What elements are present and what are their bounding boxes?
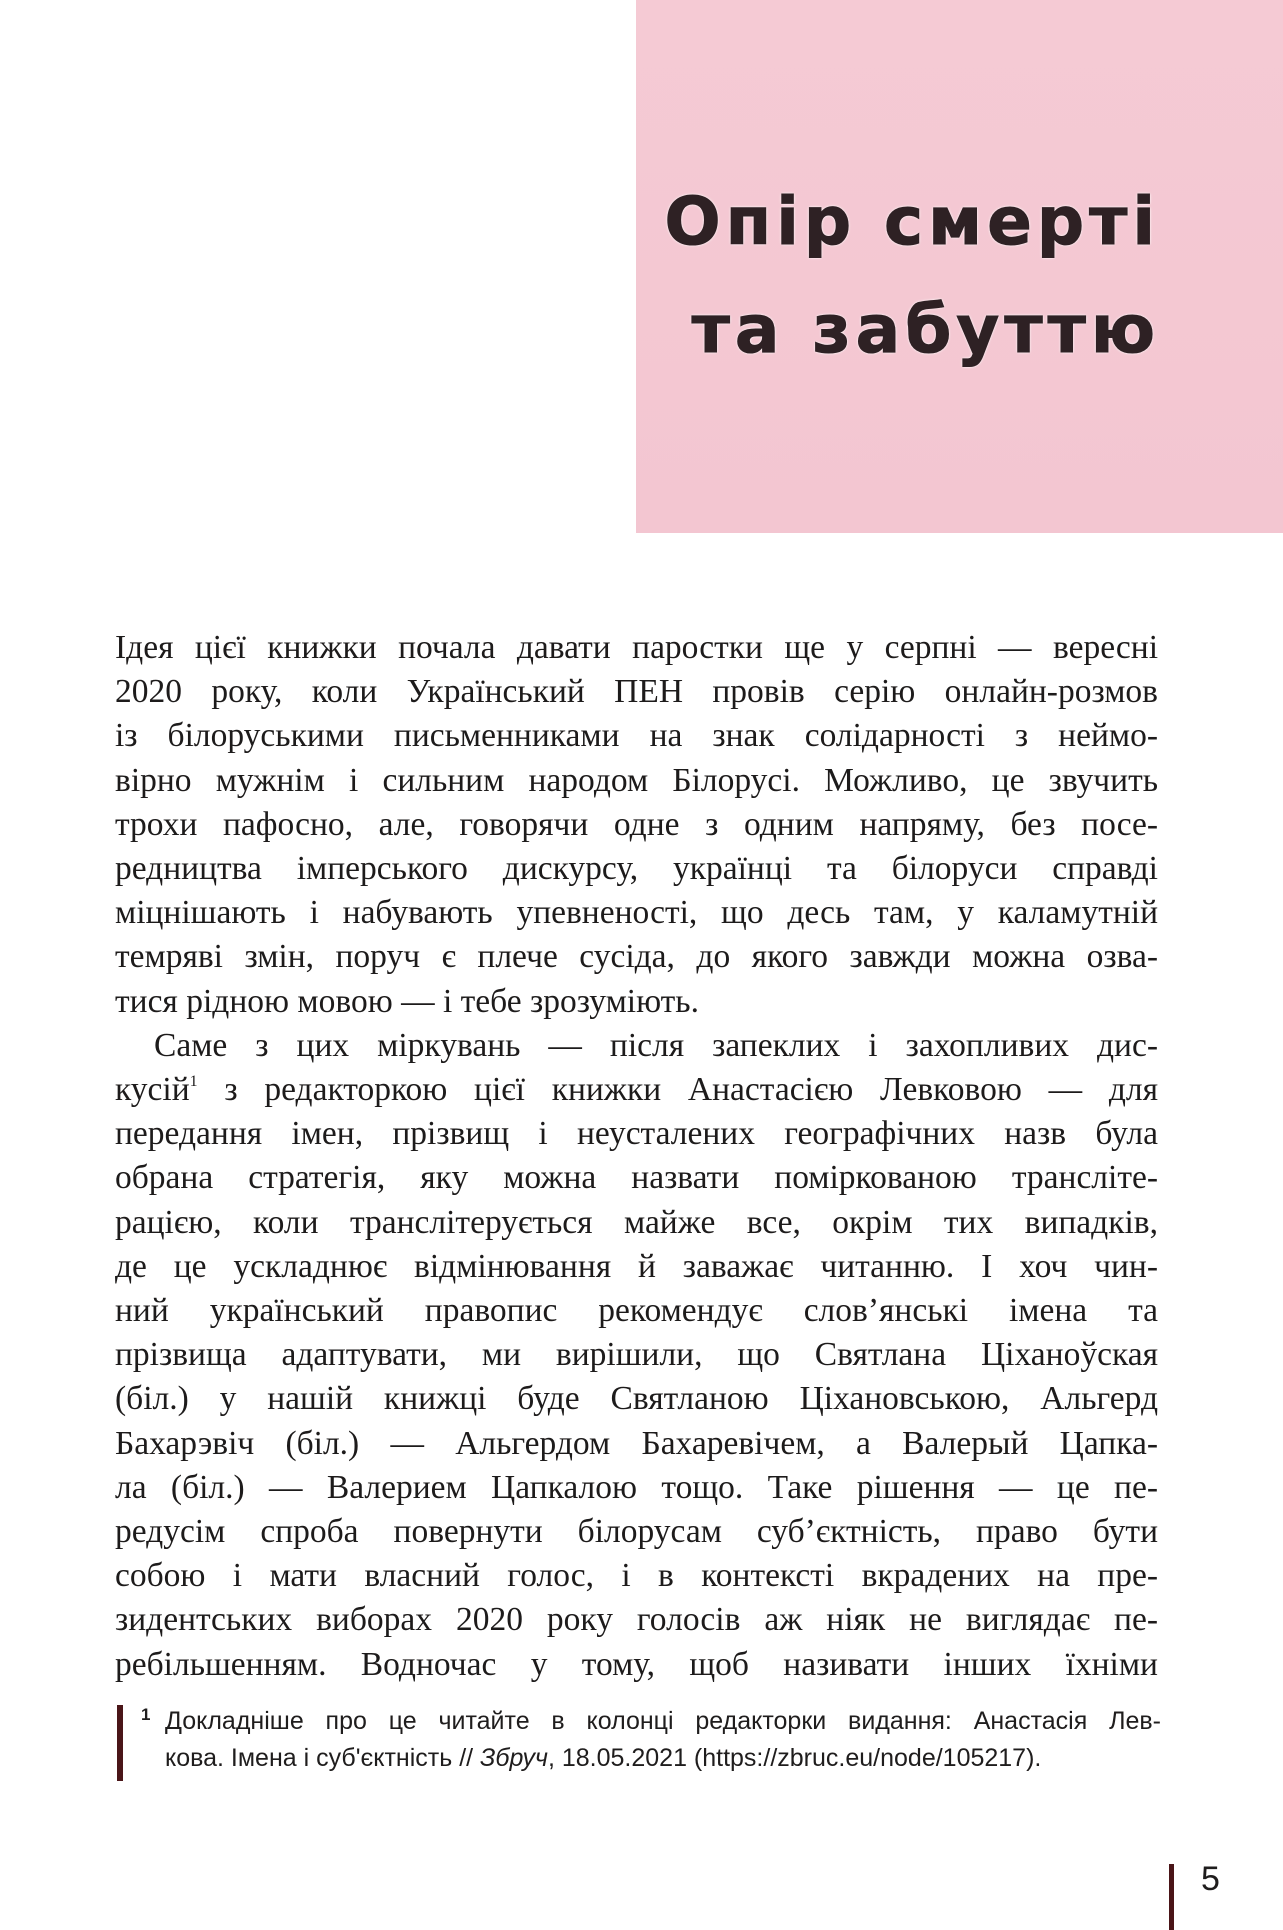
chapter-title-line-2: та забуттю <box>691 291 1160 368</box>
footnote-reference[interactable]: 1 <box>189 1073 198 1091</box>
text-line: ребільшенням. Водночас у тому, щоб називати інших їхніми <box>115 1645 1158 1683</box>
text-line <box>115 1068 1158 1112</box>
footnote-text-fragment: , 18.05.2021 (https://zbruc.eu/node/105217). <box>547 1744 1042 1772</box>
text-line: трохи пафосно, але, говорячи одне з одним напряму, без посе- <box>115 805 1158 843</box>
footnote-source-title: Збруч <box>480 1744 548 1772</box>
chapter-title <box>560 168 1160 384</box>
text-fragment: кусій <box>115 1071 190 1109</box>
text-line: темряві змін, поруч є плече сусіда, до якого завжди можна озва- <box>115 938 1158 976</box>
text-line: вірно мужнім і сильним народом Білорусі. Можливо, це звучить <box>115 761 1158 799</box>
text-line: обрана стратегія, яку можна назвати поміркованою трансліте- <box>115 1159 1158 1197</box>
text-line: Саме з цих міркувань — після запеклих і захопливих дис- <box>154 1026 1158 1064</box>
footnote-accent-bar <box>117 1705 123 1781</box>
body-text <box>115 626 1158 1687</box>
paragraph-1 <box>115 626 1158 1024</box>
footnote-text <box>165 1703 1161 1777</box>
text-line: собою і мати власний голос, і в контексті вкрадених на пре- <box>115 1557 1158 1595</box>
footnote-text-fragment: кова. Імена і суб'єктність // <box>165 1744 481 1772</box>
page-number-accent-bar <box>1169 1864 1174 1930</box>
footnote-marker: 1 <box>141 1705 151 1724</box>
text-line: ла (біл.) — Валерием Цапкалою тощо. Таке рішення — це пе- <box>115 1468 1158 1506</box>
text-line: із білоруськими письменниками на знак солідарності з неймо- <box>115 717 1158 755</box>
chapter-title-line-1: Опір смерті <box>664 183 1160 260</box>
paragraph-2 <box>115 1024 1158 1687</box>
text-line: зидентських виборах 2020 року голосів аж ніяк не виглядає пе- <box>115 1601 1158 1639</box>
footnote-line-1: Докладніше про це читайте в колонці редакторки видання: Анастасія Лев- <box>165 1707 1161 1735</box>
footnote-line-2 <box>165 1740 1161 1777</box>
text-line: тися рідною мовою — і тебе зрозуміють. <box>115 982 699 1020</box>
text-line: рацією, коли транслітерується майже все, окрім тих випадків, <box>115 1203 1158 1241</box>
text-line: ний український правопис рекомендує слов’янські імена та <box>115 1292 1158 1330</box>
footnote <box>117 1703 1162 1783</box>
text-line: Бахарэвіч (біл.) — Альгердом Бахаревічем, а Валерый Цапка- <box>115 1424 1158 1462</box>
text-line: 2020 року, коли Український ПЕН провів серію онлайн-розмов <box>115 673 1158 711</box>
text-line: передання імен, прізвищ і неусталених географічних назв була <box>115 1115 1158 1153</box>
page-number-block <box>1167 1860 1257 1930</box>
text-line: (біл.) у нашій книжці буде Святланою Ціхановською, Альгерд <box>115 1380 1158 1418</box>
text-line: редусім спроба повернути білорусам суб’єктність, право бути <box>115 1513 1158 1551</box>
text-line: редництва імперського дискурсу, українці та білоруси справді <box>115 850 1158 888</box>
text-line: міцнішають і набувають упевненості, що десь там, у каламутній <box>115 894 1158 932</box>
text-fragment: з редакторкою цієї книжки Анастасією Левковою — для <box>224 1071 1158 1109</box>
text-line: прізвища адаптувати, ми вирішили, що Святлана Ціханоўская <box>115 1336 1158 1374</box>
text-line: Ідея цієї книжки почала давати паростки ще у серпні — вересні <box>115 629 1158 666</box>
page-number: 5 <box>1201 1860 1220 1898</box>
text-line: де це ускладнює відмінювання й заважає читанню. І хоч чин- <box>115 1247 1158 1285</box>
